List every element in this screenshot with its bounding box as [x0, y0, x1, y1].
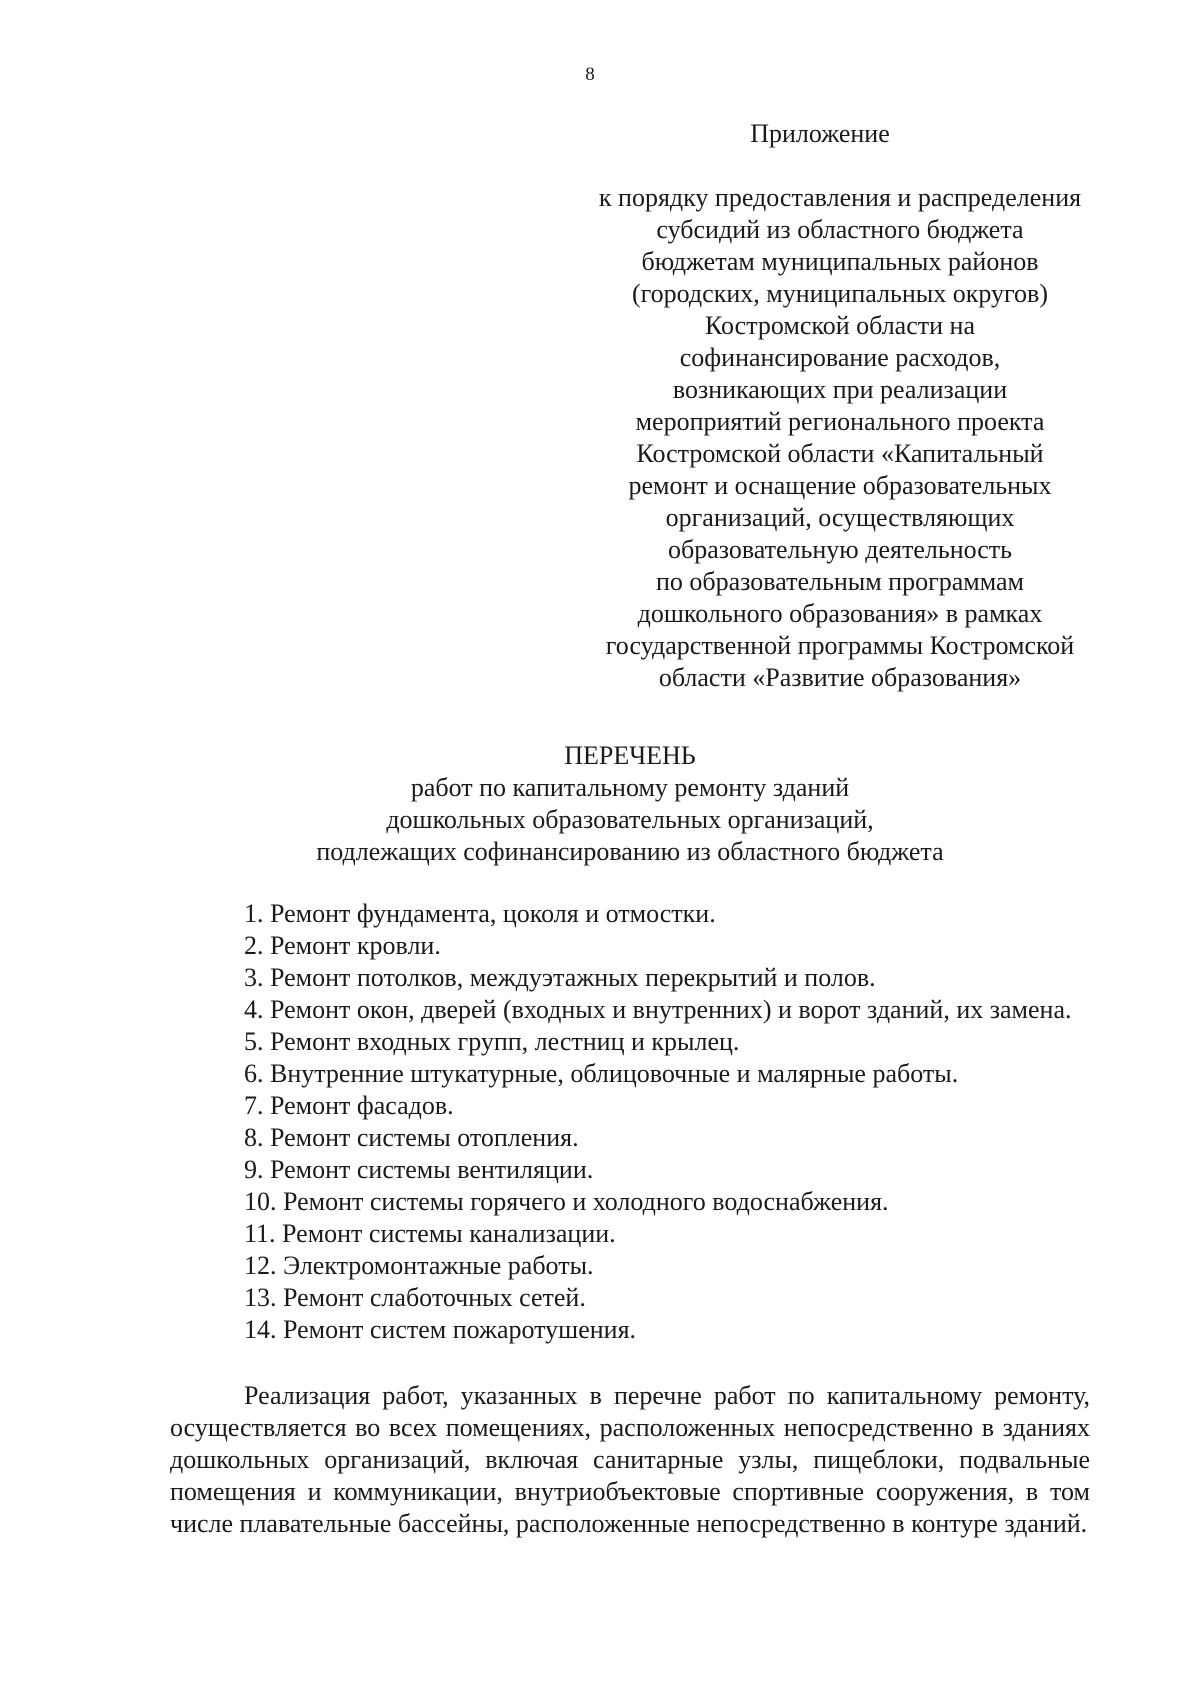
work-list-item: 1. Ремонт фундамента, цоколя и отмостки.	[244, 899, 716, 928]
list-title: ПЕРЕЧЕНЬ	[564, 741, 696, 770]
appendix-subtitle-line: к порядку предоставления и распределения	[598, 183, 1082, 212]
appendix-subtitle-line: возникающих при реализации	[672, 375, 1008, 404]
page-number: 8	[585, 64, 595, 85]
work-list-item: 14. Ремонт систем пожаротушения.	[244, 1315, 637, 1344]
appendix-subtitle-line: ремонт и оснащение образовательных	[628, 471, 1052, 500]
work-list-item: 8. Ремонт системы отопления.	[244, 1123, 579, 1152]
work-list-item: 3. Ремонт потолков, междуэтажных перекрытий и полов.	[244, 963, 876, 992]
list-subtitle-line: работ по капитальному ремонту зданий	[410, 773, 850, 802]
appendix-subtitle-line: софинансирование расходов,	[679, 343, 1001, 372]
appendix-subtitle-line: образовательную деятельность	[667, 535, 1013, 564]
work-list-item: 12. Электромонтажные работы.	[244, 1251, 594, 1280]
appendix-subtitle	[540, 182, 1140, 694]
closing-paragraph: Реализация работ, указанных в перечне работ по капитальному ремонту, осуществляется во всех помещениях, расположенных непосредственно в зданиях дошкольных организаций, включая санитарные узлы, пищеблоки, подвальные помещения и коммуникации, внутриобъектовые спортивные сооружения, в том числе плавательные бассейны, расположенные непосредственно в контуре зданий.	[170, 1381, 1090, 1538]
appendix-subtitle-line: Костромской области «Капитальный	[636, 439, 1044, 468]
appendix-subtitle-line: области «Развитие образования»	[658, 663, 1022, 692]
work-list-item: 6. Внутренние штукатурные, облицовочные и малярные работы.	[244, 1059, 959, 1088]
work-list-item: 7. Ремонт фасадов.	[244, 1091, 454, 1120]
work-list-item: 9. Ремонт системы вентиляции.	[244, 1155, 594, 1184]
appendix-subtitle-line: мероприятий регионального проекта	[635, 407, 1045, 436]
list-heading	[170, 740, 1090, 868]
work-list-item: 4. Ремонт окон, дверей (входных и внутренних) и ворот зданий, их замена.	[244, 995, 1072, 1024]
appendix-title: Приложение	[750, 119, 890, 148]
appendix-subtitle-line: по образовательным программам	[655, 567, 1024, 596]
appendix-subtitle-line: государственной программы Костромской	[605, 631, 1075, 660]
work-list-item: 13. Ремонт слаботочных сетей.	[244, 1283, 586, 1312]
appendix-subtitle-line: (городских, муниципальных округов)	[632, 279, 1048, 308]
list-subtitle-line: подлежащих софинансированию из областного бюджета	[316, 837, 944, 866]
work-list-item: 10. Ремонт системы горячего и холодного водоснабжения.	[244, 1187, 889, 1216]
work-list-item: 2. Ремонт кровли.	[244, 931, 441, 960]
work-list-item: 11. Ремонт системы канализации.	[244, 1219, 616, 1248]
appendix-subtitle-line: Костромской области на	[704, 311, 975, 340]
list-subtitle-line: дошкольных образовательных организаций,	[386, 805, 874, 834]
appendix-subtitle-line: субсидий из областного бюджета	[656, 215, 1024, 244]
appendix-subtitle-line: бюджетам муниципальных районов	[641, 247, 1039, 276]
work-list-item: 5. Ремонт входных групп, лестниц и крылец.	[244, 1027, 740, 1056]
work-list	[170, 898, 1090, 1346]
appendix-subtitle-line: дошкольного образования» в рамках	[637, 599, 1043, 628]
appendix-subtitle-line: организаций, осуществляющих	[665, 503, 1015, 532]
